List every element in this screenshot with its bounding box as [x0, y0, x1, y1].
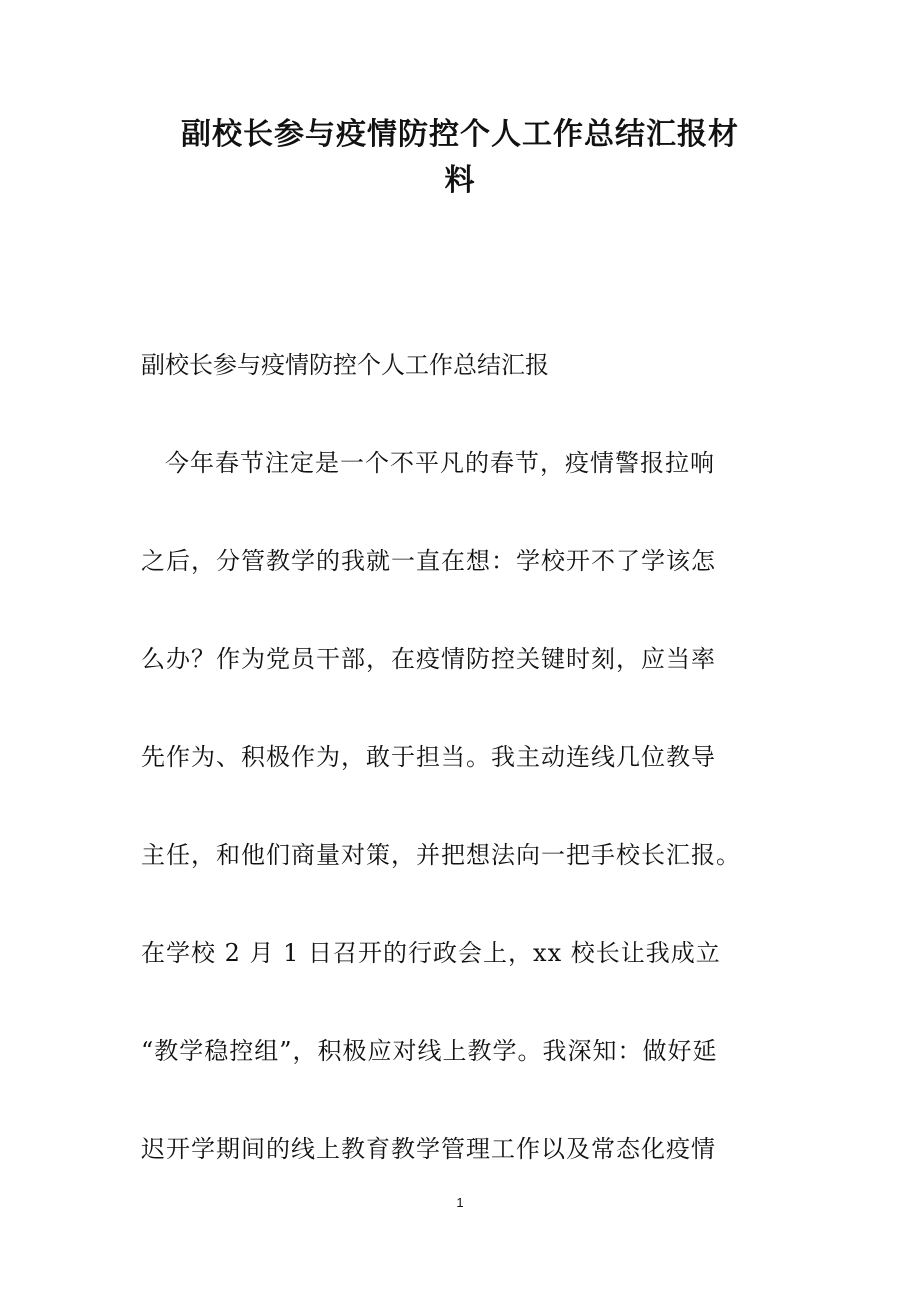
body-line: 主任，和他们商量对策，并把想法向一把手校长汇报。 — [141, 841, 741, 869]
document-subtitle: 副校长参与疫情防控个人工作总结汇报 — [141, 351, 549, 379]
body-line: 迟开学期间的线上教育教学管理工作以及常态化疫情 — [141, 1135, 716, 1163]
body-line: 之后，分管教学的我就一直在想：学校开不了学该怎 — [141, 547, 716, 575]
body-line: 先作为、积极作为，敢于担当。我主动连线几位教导 — [141, 743, 716, 771]
title-line-1: 副校长参与疫情防控个人工作总结汇报材 — [181, 117, 739, 152]
document-title — [140, 112, 780, 204]
body-paragraph — [141, 443, 821, 1227]
body-line: 么办？作为党员干部，在疫情防控关键时刻，应当率 — [141, 645, 716, 673]
title-line-2: 料 — [444, 163, 476, 198]
body-line: “教学稳控组”，积极应对线上教学。我深知：做好延 — [141, 1037, 718, 1065]
page-number: 1 — [456, 1195, 464, 1210]
body-line: 今年春节注定是一个不平凡的春节，疫情警报拉响 — [165, 449, 715, 477]
body-line: 在学校 2 月 1 日召开的行政会上，xx 校长让我成立 — [141, 939, 721, 967]
